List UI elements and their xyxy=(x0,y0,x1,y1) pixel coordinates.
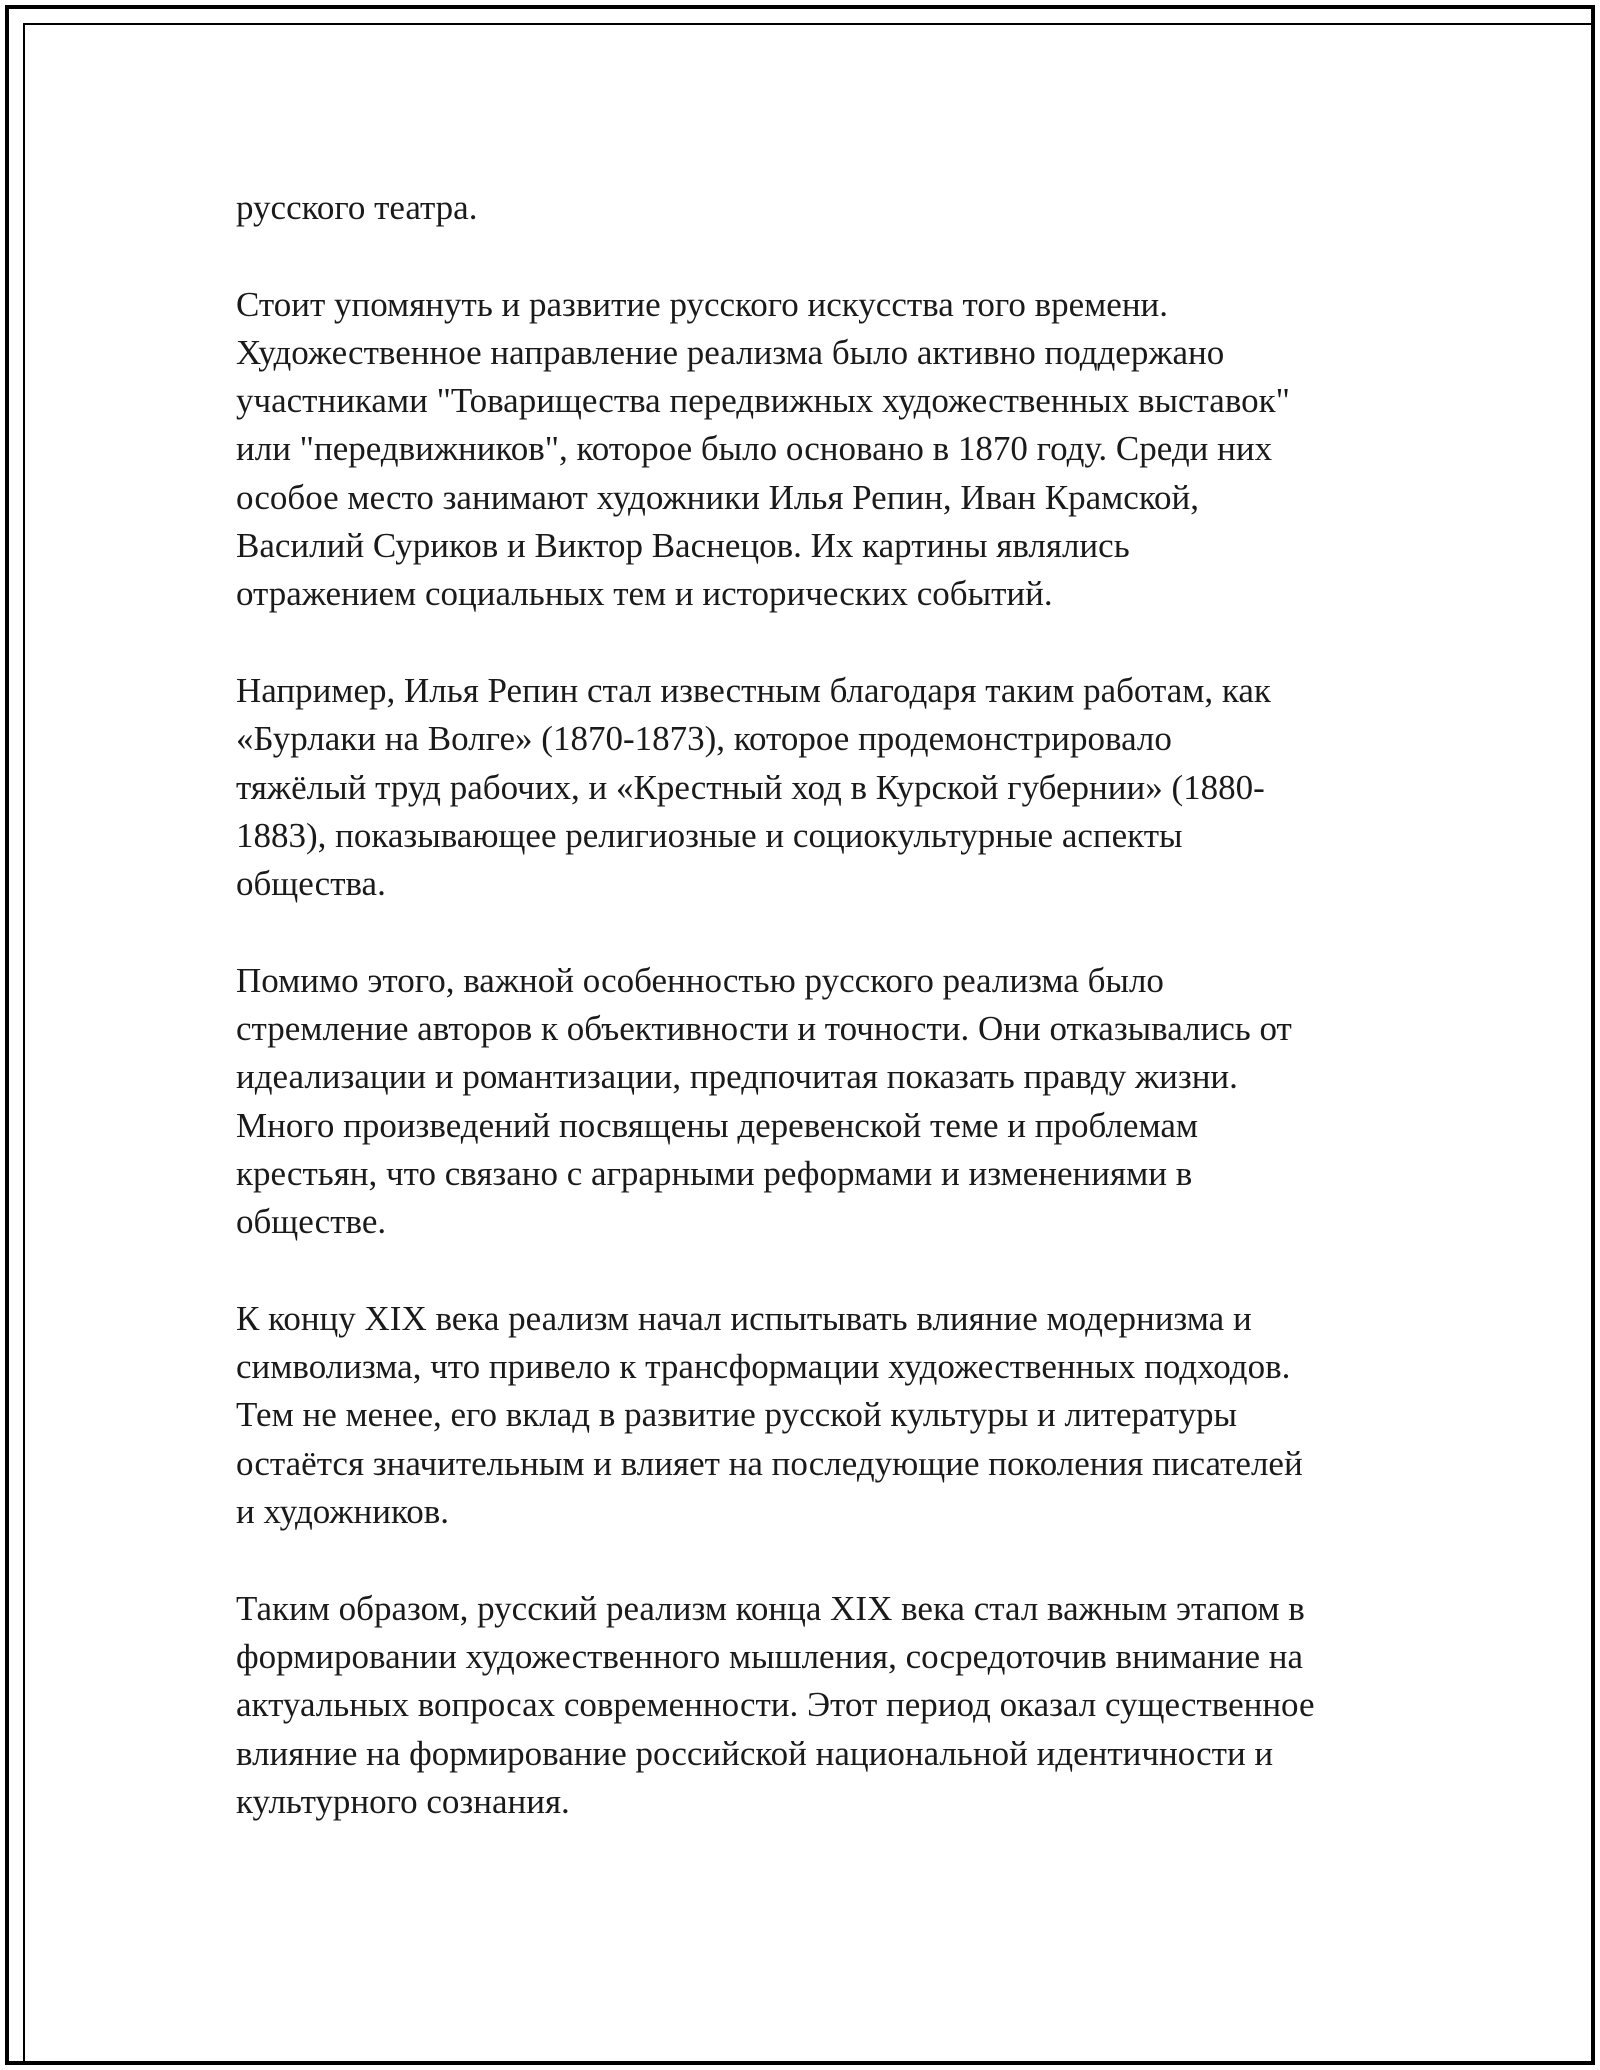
paragraph: русского театра. xyxy=(236,188,478,227)
document-body xyxy=(236,184,1376,1874)
paragraph: К концу XIX века реализм начал испытывать влияние модернизма и символизма, что привело к трансформации художественных подходов. Тем не менее, его вклад в развитие русской культуры и литературы остаётся значительным и влияет на последующие поколения писателей и художников. xyxy=(236,1298,1303,1532)
paragraph: Помимо этого, важной особенностью русского реализма было стремление авторов к объективности и точности. Они отказывались от идеализации и романтизации, предпочитая показать правду жизни. Много произведений посвящены деревенской теме и проблемам крестьян, что связано с аграрными реформами и изменениями в обществе. xyxy=(236,960,1292,1242)
paragraph: Стоит упомянуть и развитие русского искусства того времени. Художественное направление реализма было активно поддержано участниками "Товарищества передвижных художественных выставок" или "передвижников", которое было основано в 1870 году. Среди них особое место занимают художники Илья Репин, Иван Крамской, Василий Суриков и Виктор Васнецов. Их картины являлись отражением социальных тем и исторических событий. xyxy=(236,284,1290,614)
paragraph: Таким образом, русский реализм конца XIX века стал важным этапом в формировании художественного мышления, сосредоточив внимание на актуальных вопросах современности. Этот период оказал существенное влияние на формирование российской национальной идентичности и культурного сознания. xyxy=(236,1588,1315,1821)
paragraph: Например, Илья Репин стал известным благодаря таким работам, как «Бурлаки на Волге» (1870-1873), которое продемонстрировало тяжёлый труд рабочих, и «Крестный ход в Курской губернии» (1880- 1883), показывающее религиозные и социокультурные аспекты общества. xyxy=(236,670,1271,904)
